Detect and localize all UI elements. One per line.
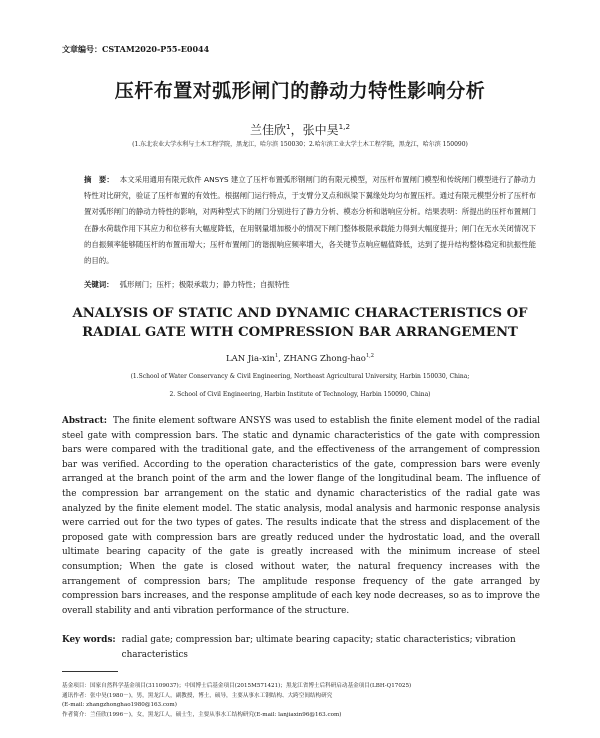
chinese-authors — [40, 121, 560, 138]
fund-note: 基金项目：国家自然科学基金项目(31109037)；中国博士后基金项目(2015M571421)；黑龙江省博士后科研启动基金项目(LBH-Q17025) — [62, 683, 412, 689]
author-1-affiliation-mark: 1 — [285, 122, 291, 131]
english-affiliation-2: 2. School of Civil Engineering, Harbin Institute of Technology, Harbin 150090, China) — [169, 391, 431, 398]
english-title-line-1: ANALYSIS OF STATIC AND DYNAMIC CHARACTERISTICS OF — [72, 306, 528, 321]
english-author-2-affiliation-mark: 1,2 — [365, 353, 375, 359]
english-author-separator: , — [278, 353, 284, 364]
english-authors — [40, 353, 560, 364]
english-abstract — [62, 414, 540, 618]
english-keywords-label: Key words: — [62, 635, 116, 645]
english-author-1: LAN Jia-xin — [225, 353, 275, 364]
chinese-author-2: 张中昊 — [302, 123, 339, 137]
english-abstract-text: The finite element software ANSYS was used to establish the finite element model of the radial steel gate with compression bars. The static and dynamic characteristics of the gate with compression bars were compared with the traditional gate, and the effectiveness of the arrangement of compression bar was verified. According to the operation characteristics of the gate, compression bars were evenly arranged at the branch point of the arm and the lower flange of the longitudinal beam. The influence of the compression bar arrangement on the static and dynamic characteristics of the radial gate was analyzed by the finite element model. The static analysis, modal analysis and harmonic response analysis were carried out for the two types of gates. The results indicate that the stress and displacement of the proposed gate with compression bars are greatly reduced under the hydrostatic load, and the overall ultimate bearing capacity of the gate is greatly increased with the minimum increase of steel consumption; When the gate is closed without water, the natural frequency increases with the arrangement of compression bars; The amplitude response frequency of the gate arranged by compression bars increases, and the response amplitude of each key node decreases, so as to improve the overall stability and anti vibration performance of the structure. — [62, 416, 540, 616]
english-abstract-label: Abstract: — [62, 416, 107, 426]
chinese-keywords — [84, 279, 536, 290]
english-keywords-text: radial gate; compression bar; ultimate bearing capacity; static characteristics; vibration characteristics — [121, 635, 516, 660]
chinese-affiliations: (1.东北农业大学水利与土木工程学院，黑龙江，哈尔滨 150030；2.哈尔滨工业大学土木工程学院，黑龙江，哈尔滨 150090) — [132, 141, 468, 148]
english-author-1-affiliation-mark: 1 — [274, 353, 279, 359]
chinese-abstract-text: 本文采用通用有限元软件 ANSYS 建立了压杆布置弧形钢闸门的有限元模型，对压杆布置闸门模型和传统闸门模型进行了静动力特性对比研究，验证了压杆布置的有效性。根据闸门运行特点，于支臂分叉点和纵梁下翼缘处均匀布置压杆。通过有限元模型分析了压杆布置对弧形闸门的静动力特性的影响，对两种型式下的闸门分别进行了静力分析、模态分析和谐响应分析。结果表明：所提出的压杆布置闸门在静水荷载作用下其应力和位移有大幅度降低，在用钢量增加极小的情况下闸门整体极限承载能力得到大幅度提升；闸门在无水关闭情况下的自振频率能够随压杆的布置而增大；压杆布置闸门的谐振响应频率增大，各关键节点响应幅值降低，达到了提升结构整体稳定和抗振性能的目的。 — [84, 175, 536, 266]
english-keywords — [62, 633, 540, 662]
first-author-note: 作者简介：兰佳欣(1996－)，女，黑龙江人，硕士生，主要从事水工结构研究(E-mail: lanjiaxin96@163.com) — [62, 711, 342, 718]
chinese-author-1: 兰佳欣 — [249, 123, 286, 137]
chinese-keywords-text: 弧形闸门；压杆；极限承载力；静力特性；自振特性 — [119, 280, 290, 289]
footnote-divider — [62, 671, 118, 672]
footnotes — [62, 682, 540, 720]
corresponding-email: (E-mail: zhangzhonghao1980@163.com) — [62, 702, 177, 709]
chinese-abstract — [84, 172, 536, 269]
chinese-keywords-label: 关键词： — [84, 280, 114, 289]
author-separator: ， — [290, 123, 303, 137]
english-title — [40, 304, 560, 342]
english-affiliation-1: (1.School of Water Conservancy & Civil Engineering, Northeast Agricultural University, Harbin 150030, China; — [130, 373, 470, 380]
author-2-affiliation-mark: 1,2 — [338, 122, 351, 131]
corresponding-author-note: 通讯作者：张中昊(1980－)，男，黑龙江人，副教授，博士，硕导，主要从事水工钢结构、大跨空间结构研究 — [62, 692, 333, 699]
chinese-title: 压杆布置对弧形闸门的静动力特性影响分析 — [114, 80, 486, 102]
english-title-line-2: RADIAL GATE WITH COMPRESSION BAR ARRANGEMENT — [82, 325, 518, 340]
article-id: 文章编号：CSTAM2020-P55-E0044 — [62, 44, 210, 54]
english-author-2: ZHANG Zhong-hao — [283, 353, 366, 364]
chinese-abstract-label: 摘 要： — [84, 175, 114, 184]
